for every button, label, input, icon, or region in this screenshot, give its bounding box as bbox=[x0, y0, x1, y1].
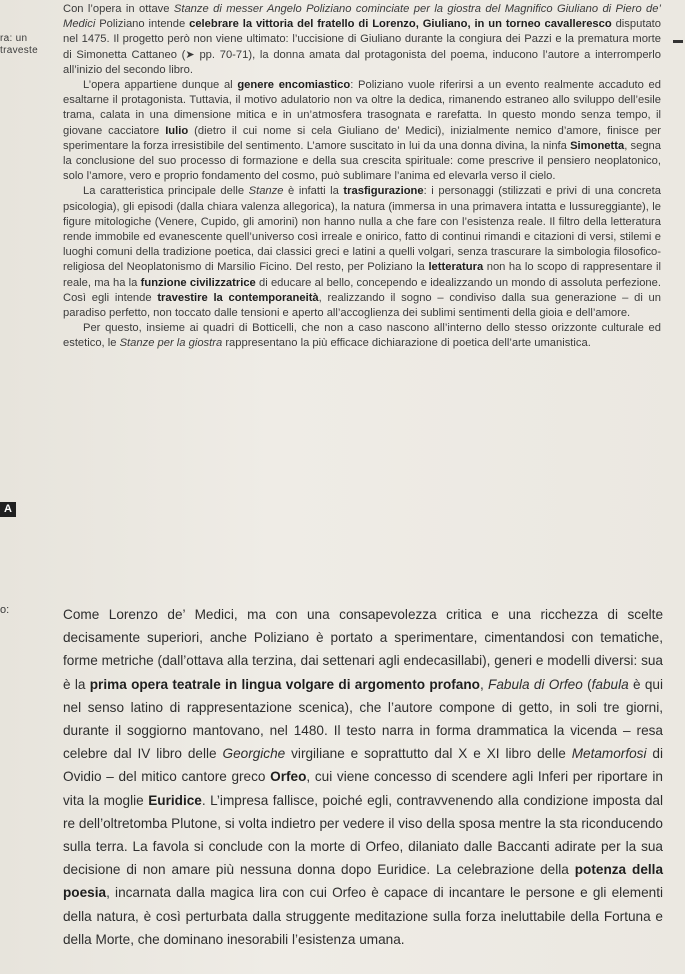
margin-marker-o: o: bbox=[0, 604, 10, 616]
page-edge-mark bbox=[673, 40, 683, 43]
stanze-section bbox=[63, 2, 661, 352]
paragraph-encomiastic-genre: L’opera appartiene dunque al genere encomiastico: Poliziano vuole riferirsi a un evento realmente accaduto ed esaltarne il protagonista. Tuttavia, il motivo adulatorio non va oltre la dedica, rimanendo estraneo allo sviluppo dell’esile trama, calata in una dimensione mitica e in un’atmosfera trasognata e rarefatta. In questo mondo senza tempo, il giovane cacciatore Iulio (dietro il cui nome si cela Giuliano de’ Medici), inizialmente nemico d’amore, finisce per sperimentare la forza irresistibile del sentimento. L’amore suscitato in lui da una donna divina, la ninfa Simonetta, segna la conclusione del suo processo di formazione e della sua crescita spirituale: come prescrive il pensiero neoplatonico, solo l’amore, vero e proprio fondamento del cosmo, può sublimare l’anima ed elevarla verso il cielo. bbox=[63, 79, 661, 183]
orfeo-section bbox=[63, 603, 663, 951]
paragraph-botticelli: Per questo, insieme ai quadri di Botticelli, che non a caso nascono all’interno dello stesso orizzonte culturale ed estetico, le Stanze per la giostra rappresentano la più efficace dichiarazione di poetica dell’arte umanistica. bbox=[63, 322, 661, 350]
paragraph-fabula-di-orfeo: Come Lorenzo de’ Medici, ma con una consapevolezza critica e una ricchezza di scelte decisamente superiori, anche Poliziano è portato a sperimentare, cimentandosi con tematiche, forme metriche (dall’ottava alla terzina, dai settenari agli endecasillabi), generi e modelli diversi: sua è la prima opera teatrale in lingua volgare di argomento profano, Fabula di Orfeo (fabula è qui nel senso latino di rappresentazione scenica), che l’autore compone di getto, in soli tre giorni, durante il soggiorno mantovano, nel 1480. Il testo narra in forma drammatica la vicenda – resa celebre dal IV libro delle Georgiche virgiliane e soprattutto dal X e XI libro delle Metamorfosi di Ovidio – del mitico cantore greco Orfeo, cui viene concesso di scendere agli Inferi per riportare in vita la moglie Euridice. L’impresa fallisce, poiché egli, contravvenendo alla condizione imposta dal re dell’oltretomba Plutone, si volta indietro per vedere il viso della sposa mentre la sta riconducendo sulla terra. La favola si conclude con la morte di Orfeo, dilaniato dalle Baccanti adirate per la sua decisione di non amare più nessuna donna dopo Euridice. La celebrazione della potenza della poesia, incarnata dalla magica lira con cui Orfeo è capace di incantare le persone e gli elementi della natura, è così perturbata dalla struggente meditazione sulla forza ineluttabile della Fortuna e della Morte, che dominano inesorabili l’esistenza umana. bbox=[63, 607, 664, 947]
margin-note-top: ra: un bbox=[0, 33, 28, 44]
margin-note-bottom: traveste bbox=[0, 45, 38, 56]
paragraph-trasfigurazione: La caratteristica principale delle Stanze è infatti la trasfigurazione: i personaggi (stilizzati e privi di una concreta psicologia), gli episodi (dalla chiara valenza allegorica), la natura (immersa in una primavera intatta e lussureggiante), le figure mitologiche (Venere, Cupido, gli amorini) non hanno nulla a che fare con l’esistenza reale. Il filtro della letteratura rende immobile ed evanescente quell’universo così irreale e onirico, fatto di continui rimandi e citazioni di versi, stilemi e luoghi comuni della tradizione poetica, dai classici greci e latini a quelli volgari, senza trascurare la simbologia filosofico-religiosa del Neoplatonismo di Marsilio Ficino. Del resto, per Poliziano la letteratura non ha lo scopo di rappresentare il reale, ma ha la funzione civilizzatrice di educare al bello, concependo e idealizzando un mondo di assoluta perfezione. Così egli intende travestire la contemporaneità, realizzando il sogno – condiviso dalla sua generazione – di un paradiso perfetto, non toccato dalle tensioni e aperto all’accoglienza dei sublimi sentimenti della gioia e dell’amore. bbox=[63, 185, 661, 320]
margin-marker-a: A bbox=[0, 502, 16, 517]
paragraph-stanze-intro: Con l’opera in ottave Stanze di messer Angelo Poliziano cominciate per la giostra del Magnifico Giuliano di Piero de’ Medici Poliziano intende celebrare la vittoria del fratello di Lorenzo, Giuliano, in un torneo cavalleresco disputato nel 1475. Il progetto però non viene ultimato: l’uccisione di Giuliano durante la congiura dei Pazzi e la prematura morte di Simonetta Cattaneo (➤ pp. 70-71), la donna amata dal protagonista del poema, inducono l’autore a interromperlo all’inizio del secondo libro. bbox=[63, 3, 661, 76]
